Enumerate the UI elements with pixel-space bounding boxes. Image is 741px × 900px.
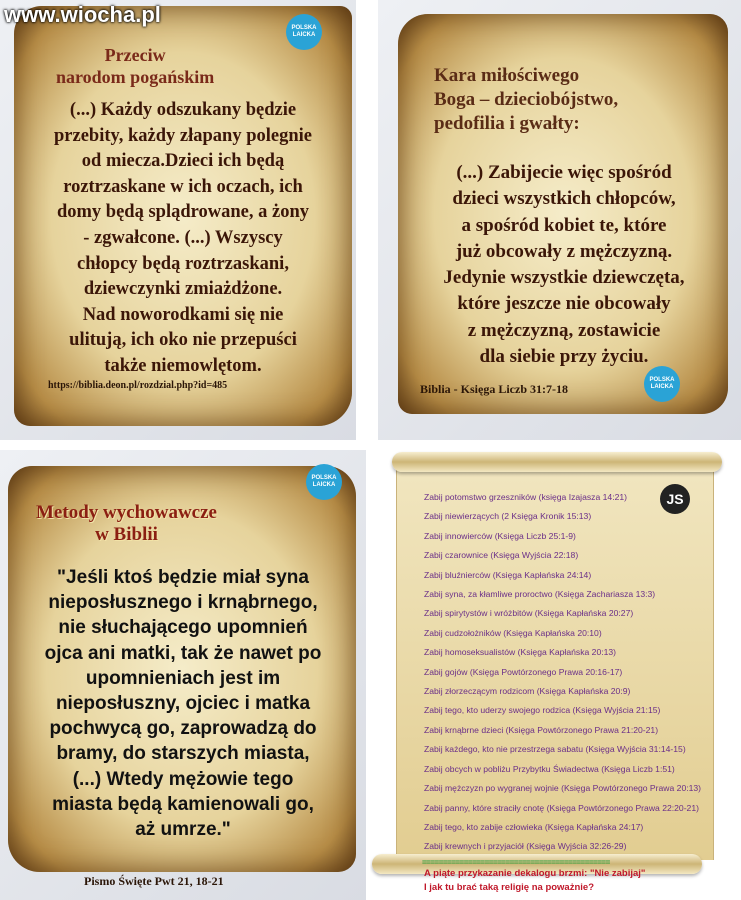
body-line: (...) Zabijecie więc spośród bbox=[456, 162, 672, 183]
list-item: Zabij krnąbrne dzieci (Księga Powtórzonego Prawa 21:20-21) bbox=[424, 724, 659, 735]
body-line: także niemowlętom. bbox=[104, 355, 262, 376]
panel-2-body bbox=[404, 160, 724, 370]
body-line: domy będą splądrowane, a żony bbox=[56, 202, 310, 223]
separator-line: ============================================= bbox=[422, 858, 610, 867]
title-line: Boga – dzieciobójstwo, bbox=[434, 89, 619, 110]
list-item: Zabij krewnych i przyjaciół (Księga Wyjścia 32:26-29) bbox=[424, 841, 627, 852]
title-line: Przeciw bbox=[104, 45, 166, 65]
body-line: roztrzaskane w ich oczach, ich bbox=[63, 176, 303, 197]
title-line: narodom pogańskim bbox=[56, 67, 215, 87]
body-line: dla siebie przy życiu. bbox=[479, 346, 649, 368]
site-watermark: www.wiocha.pl bbox=[4, 2, 161, 27]
panel-3-title bbox=[36, 502, 217, 546]
list-item: Zabij potomstwo grzeszników (księga Izajasza 14:21) bbox=[424, 492, 627, 502]
panel-4 bbox=[370, 446, 741, 900]
list-item: Zabij złorzeczącym rodzicom (Księga Kapłańska 20:9) bbox=[424, 686, 631, 697]
panel-1 bbox=[0, 0, 356, 440]
list-item: Zabij czarownice (Księga Wyjścia 22:18) bbox=[424, 550, 579, 561]
body-line: dziewczynki zmiażdżone. bbox=[83, 279, 283, 300]
list-item: Zabij cudzołożników (Księga Kapłańska 20:10) bbox=[424, 627, 602, 638]
body-line: chłopcy będą roztrzaskani, bbox=[77, 253, 289, 274]
list-item: Zabij niewierzących (2 Księga Kronik 15:13) bbox=[424, 511, 592, 522]
body-line: nie słuchającego upomnień bbox=[58, 617, 308, 639]
logo-text: POLSKA LAICKA bbox=[291, 25, 317, 38]
list-item: Zabij każdego, kto nie przestrzega sabatu (Księga Wyjścia 31:14-15) bbox=[424, 744, 686, 755]
list-item: Zabij obcych w pobliżu Przybytku Świadectwa (Księga Liczb 1:51) bbox=[424, 763, 675, 774]
list-item: Zabij spirytystów i wróżbitów (Księga Kapłańska 20:27) bbox=[424, 608, 634, 619]
footer-line-2: I jak tu brać taką religię na poważnie? bbox=[424, 882, 594, 893]
list-item: Zabij mężczyzn po wygranej wojnie (Księga Powtórzonego Prawa 20:13) bbox=[424, 783, 702, 794]
panel-1-source: https://biblia.deon.pl/rozdzial.php?id=485 bbox=[48, 380, 228, 391]
footer-line-1: A piąte przykazanie dekalogu brzmi: "Nie zabijaj" bbox=[424, 868, 646, 879]
body-line: miasta będą kamienowali go, bbox=[52, 793, 314, 815]
kill-list bbox=[424, 488, 701, 857]
logo-text: POLSKA LAICKA bbox=[649, 377, 675, 390]
body-line: już obcowały z mężczyzną. bbox=[455, 240, 673, 262]
body-line: z mężczyzną, zostawicie bbox=[467, 319, 661, 341]
body-line: od miecza.Dzieci ich będą bbox=[81, 151, 285, 172]
title-line: Kara miłościwego bbox=[434, 65, 580, 86]
title-line: Metody wychowawcze bbox=[36, 502, 217, 523]
body-line: - zgwałcone. (...) Wszyscy bbox=[83, 227, 283, 248]
logo-text: POLSKA LAICKA bbox=[311, 475, 337, 488]
polska-laicka-logo bbox=[286, 14, 322, 50]
polska-laicka-logo bbox=[306, 464, 342, 500]
list-item: Zabij bluźnierców (Księga Kapłańska 24:14) bbox=[424, 569, 592, 580]
panel-3-body bbox=[14, 565, 352, 842]
body-line: Jedynie wszystkie dziewczęta, bbox=[443, 267, 685, 289]
panel-3-source: Pismo Święte Pwt 21, 18-21 bbox=[84, 874, 224, 888]
body-line: przebity, każdy złapany polegnie bbox=[54, 125, 312, 146]
list-item: Zabij gojów (Księga Powtórzonego Prawa 20:16-17) bbox=[424, 666, 623, 677]
js-logo: JS bbox=[660, 484, 690, 514]
title-line: pedofilia i gwałty: bbox=[434, 113, 580, 134]
list-item: Zabij innowierców (Księga Liczb 25:1-9) bbox=[424, 530, 576, 541]
body-line: ulitują, ich oko nie przepuści bbox=[69, 330, 297, 351]
body-line: nieposłusznego i krnąbrnego, bbox=[48, 592, 318, 614]
body-line: (...) Każdy odszukany będzie bbox=[69, 100, 297, 120]
body-line: Nad noworodkami się nie bbox=[82, 304, 284, 325]
panel-2-source: Biblia - Księga Liczb 31:7-18 bbox=[420, 382, 568, 396]
title-line: w Biblii bbox=[95, 524, 158, 545]
list-item: Zabij syna, za kłamliwe proroctwo (Księga Zachariasza 13:3) bbox=[424, 589, 656, 600]
body-line: a spośród kobiet te, które bbox=[461, 214, 667, 236]
body-line: (...) Wtedy mężowie tego bbox=[72, 768, 294, 790]
body-line: upomnieniach jest im bbox=[85, 667, 281, 689]
polska-laicka-logo bbox=[644, 366, 680, 402]
body-line: ojca ani matki, tak że nawet po bbox=[44, 642, 322, 664]
body-line: aż umrze." bbox=[135, 819, 231, 841]
body-line: które jeszcze nie obcowały bbox=[457, 293, 671, 315]
list-item: Zabij tego, kto zabije człowieka (Księga Kapłańska 24:17) bbox=[424, 821, 644, 832]
panel-2-title bbox=[434, 64, 618, 136]
body-line: dzieci wszystkich chłopców, bbox=[452, 188, 676, 210]
list-item: Zabij panny, które straciły cnotę (Księga Powtórzonego Prawa 22:20-21) bbox=[424, 802, 699, 813]
scroll-top-roll bbox=[392, 452, 722, 472]
panel-1-title bbox=[56, 44, 214, 88]
panel-1-body bbox=[18, 98, 348, 380]
list-item: Zabij tego, kto uderzy swojego rodzica (Księga Wyjścia 21:15) bbox=[424, 705, 661, 716]
body-line: bramy, do starszych miasta, bbox=[56, 743, 310, 765]
panel-2 bbox=[378, 0, 741, 440]
body-line: pochwycą go, zaprowadzą do bbox=[49, 718, 317, 740]
panel-3 bbox=[0, 450, 366, 900]
list-item: Zabij homoseksualistów (Księga Kapłańska 20:13) bbox=[424, 647, 617, 658]
body-line: "Jeśli ktoś będzie miał syna bbox=[57, 567, 309, 588]
body-line: nieposłuszny, ojciec i matka bbox=[55, 693, 311, 715]
